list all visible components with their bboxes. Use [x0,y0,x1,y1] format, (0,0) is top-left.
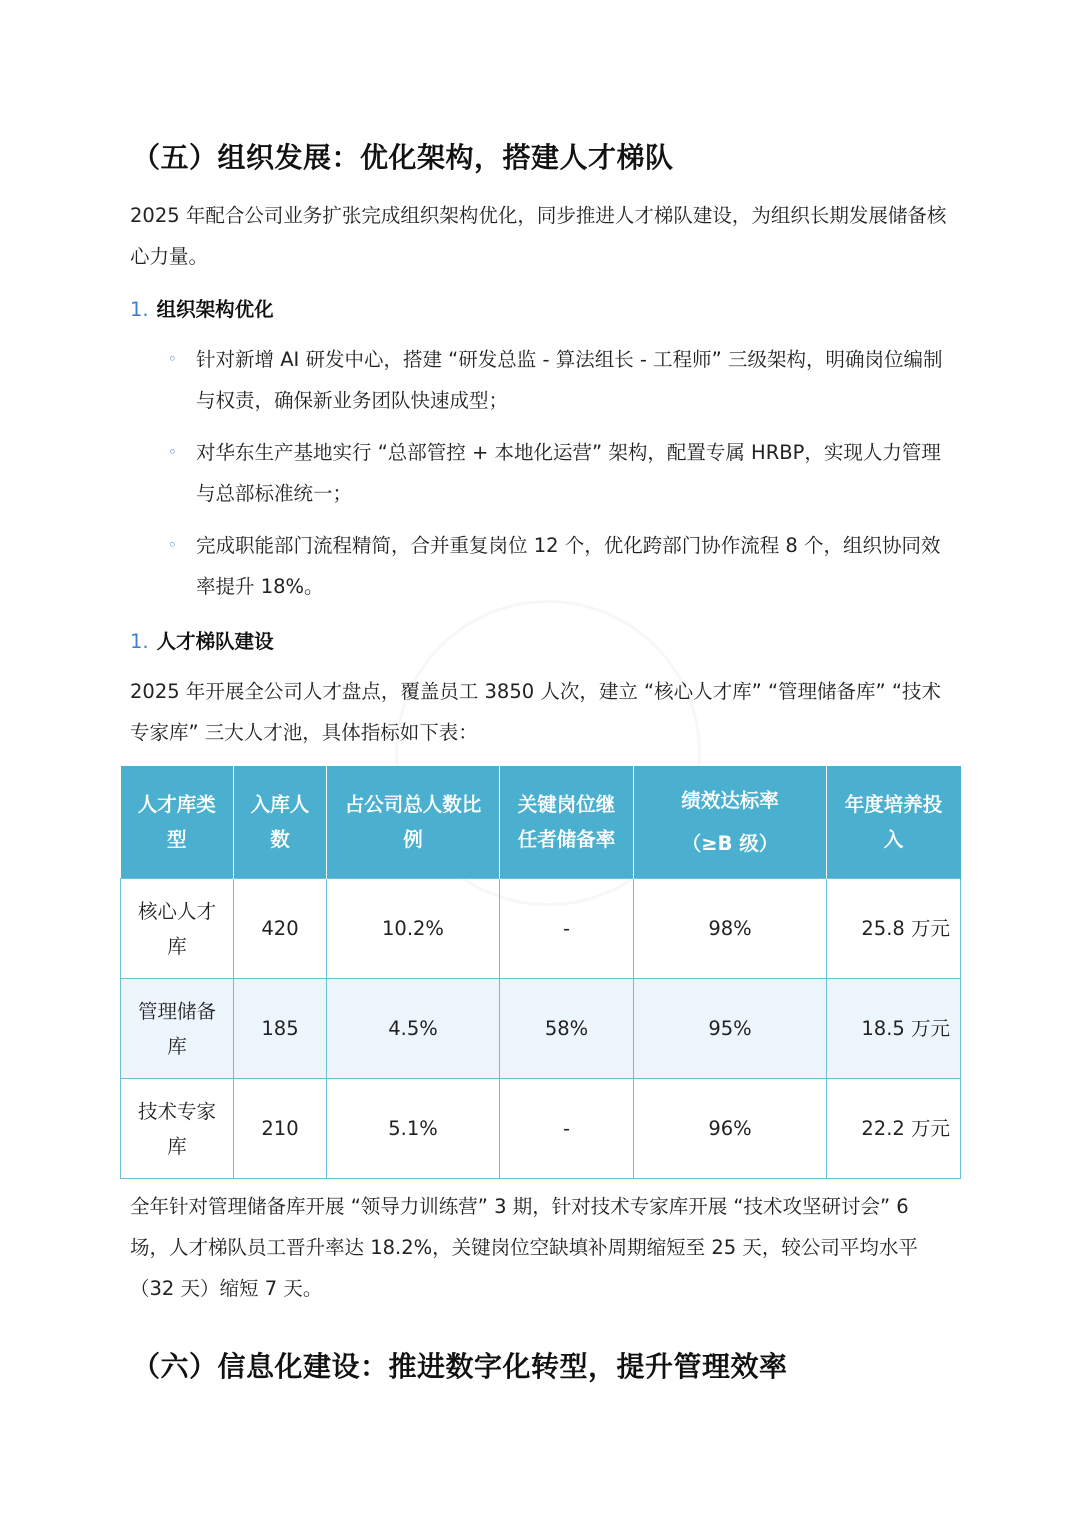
table-cell: 58% [500,979,634,1079]
subsection-1-number: 1. [130,298,149,321]
table-header-cell [634,766,827,879]
bullet-text: 完成职能部门流程精简，合并重复岗位 12 个，优化跨部门协作流程 8 个，组织协同效率提升 18%。 [196,534,941,598]
table-header-row [121,766,961,879]
bullet-circle-icon: ◦ [168,536,177,554]
table-cell: 25.8 万元 [827,879,961,979]
subsection-1-heading [130,294,274,322]
section-6-heading: （六）信息化建设：推进数字化转型，提升管理效率 [132,1350,788,1383]
table-cell: 18.5 万元 [827,979,961,1079]
table-cell: 22.2 万元 [827,1079,961,1179]
bullet-item [168,525,948,607]
table-cell: 185 [234,979,327,1079]
after-table-paragraph: 全年针对管理储备库开展 “领导力训练营” 3 期，针对技术专家库开展 “技术攻坚研讨会” 6 场，人才梯队员工晋升率达 18.2%，关键岗位空缺填补周期缩短至 25 天，较公司平均水平（32 天）缩短 7 天。 [130,1195,918,1300]
table-cell: 98% [634,879,827,979]
bullet-text: 针对新增 AI 研发中心，搭建 “研发总监 - 算法组长 - 工程师” 三级架构，明确岗位编制与权责，确保新业务团队快速成型； [196,348,943,412]
section-5-heading: （五）组织发展：优化架构，搭建人才梯队 [132,141,674,174]
subsection-2-title: 人才梯队建设 [156,630,274,653]
bullet-item [168,339,948,421]
bullet-circle-icon: ◦ [168,350,177,368]
bullet-text: 对华东生产基地实行 “总部管控 + 本地化运营” 架构，配置专属 HRBP，实现人力管理与总部标准统一； [196,441,941,505]
table-cell: - [500,879,634,979]
table-header-cell: 人才库类型 [121,766,234,879]
table-cell: 96% [634,1079,827,1179]
table-header-cell: 年度培养投入 [827,766,961,879]
table-cell: 核心人才库 [121,879,234,979]
table-header-cell: 关键岗位继任者储备率 [500,766,634,879]
subsection-2-heading [130,626,274,654]
table-cell: 10.2% [327,879,500,979]
table-cell: 技术专家库 [121,1079,234,1179]
header-note: （≥B 级） [681,832,779,855]
table-cell: 5.1% [327,1079,500,1179]
table-header-cell: 占公司总人数比例 [327,766,500,879]
table-row [121,879,961,979]
table-cell: - [500,1079,634,1179]
table-row [121,1079,961,1179]
table-row [121,979,961,1079]
table-cell: 210 [234,1079,327,1179]
table-cell: 管理储备库 [121,979,234,1079]
subsection-1-title: 组织架构优化 [156,298,274,321]
bullet-item [168,432,948,514]
table-header-cell: 入库人数 [234,766,327,879]
subsection-2-number: 1. [130,630,149,653]
subsection-2-intro: 2025 年开展全公司人才盘点，覆盖员工 3850 人次，建立 “核心人才库” “管理储备库” “技术专家库” 三大人才池，具体指标如下表： [130,680,941,744]
table-cell: 95% [634,979,827,1079]
table-cell: 420 [234,879,327,979]
bullet-circle-icon: ◦ [168,443,177,461]
table-cell: 4.5% [327,979,500,1079]
talent-pool-table [120,766,961,1179]
section-5-intro: 2025 年配合公司业务扩张完成组织架构优化，同步推进人才梯队建设，为组织长期发展储备核心力量。 [130,204,947,268]
header-label: 绩效达标率 [681,789,779,812]
